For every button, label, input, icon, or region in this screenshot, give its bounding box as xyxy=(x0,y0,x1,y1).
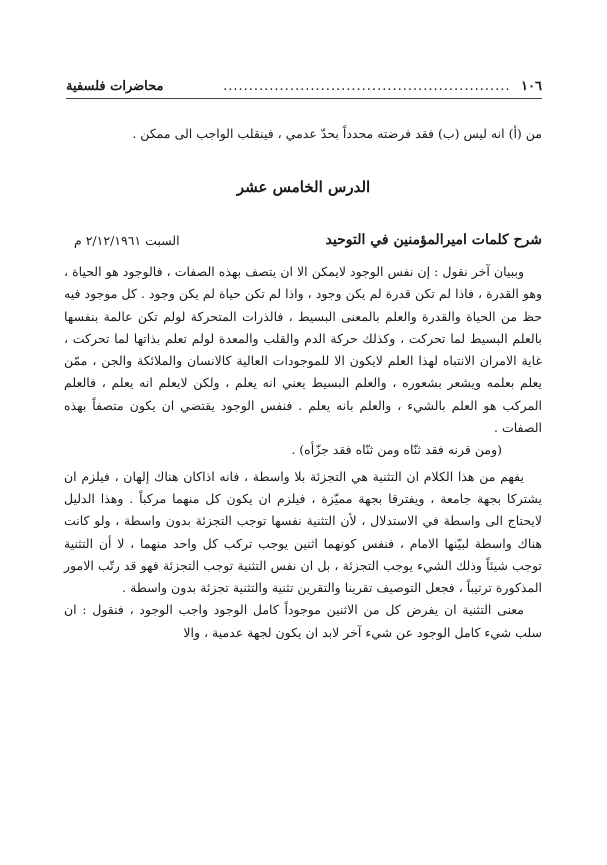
header-dot-leader: ........................................................ xyxy=(223,79,511,94)
paragraph: يفهم من هذا الكلام ان التثنية هي التجزئة بلا واسطة ، فانه اذاكان هناك إلهان ، فيلزم ان يشتركا بجهة جامعة ، ويفترقا بجهة مميّزة ، فيلزم ان يكون كل منهما مركباً . وهذا الدليل لايحتاج الى واسطة في الاستدلال ، لأن التثنية نفسها توجب التجزئة بدون واسطة ، ولو كانت هناك واسطة لبيّنها الامام ، فنفس كونهما اثنين يوجب تركب كل واحد منهما ، لا أن التثنية توجب شيئاً وذلك الشيء يوجب التجزئة ، بل ان نفس التثنية توجب التجزئة فهو قد رتّب الامور المذكورة ترتيباً ، فجعل التوصيف تقرينا والتقرين تثنية والتثنية تجزئة بدون واسطة . xyxy=(64,468,542,596)
opening-line: من (أ) انه ليس (ب) فقد فرضته محدداً بحدّ عدمي ، فينقلب الواجب الى ممكن . xyxy=(132,126,542,141)
lecture-date: السبت ٢/١٢/١٩٦١ م xyxy=(74,233,180,248)
lesson-title: الدرس الخامس عشر xyxy=(236,178,371,196)
quoted-saying: (ومن قرنه فقد ثنّاه ومن ثنّاه فقد جزّأه) . xyxy=(291,442,502,458)
section-title: شرح كلمات اميرالمؤمنين في التوحيد xyxy=(325,232,542,248)
paragraph: وببيان آخر نقول : إن نفس الوجود لايمكن الا ان يتصف بهذه الصفات ، فالوجود هو الحياة ، وهو القدرة ، فاذا لم تكن قدرة لم يكن وجود ، واذا لم تكن حياة لم يكن وجود . كل موجود فيه حظ من الحياة والقدرة والعلم بالمعنى البسيط ، فالذرات المتحركة لولم تكن عالمة بنفسها بالعلم البسيط لما تحركت ، وكذلك حركة الدم والقلب والمعدة لولم تعلم بذاتها لما تحركت ، غاية الامران الانتباه لهذا العلم لايكون الا للموجودات العالية كالانسان والملائكة والجن ، ممّن يعلم بعلمه ويشعر بشعوره ، والعلم البسيط يعني انه يعلم ، ولكن لايعلم انه يعلم ، فالعلم المركب هو العلم بالشيء ، والعلم بانه يعلم . فنفس الوجود يقتضي ان يكون متصفاً بهذه الصفات . xyxy=(64,264,542,436)
book-title: محاضرات فلسفية xyxy=(66,76,167,98)
page-number: ١٠٦ xyxy=(521,79,542,94)
running-header xyxy=(66,76,542,99)
paragraph: معنى التثنية ان يفرض كل من الاثنين موجوداً كامل الوجود واجب الوجود ، فنقول : ان سلب شيء كامل الوجود عن شيء آخر لابد ان يكون لجهة عدمية ، والا xyxy=(64,602,542,640)
body-text xyxy=(64,261,542,644)
